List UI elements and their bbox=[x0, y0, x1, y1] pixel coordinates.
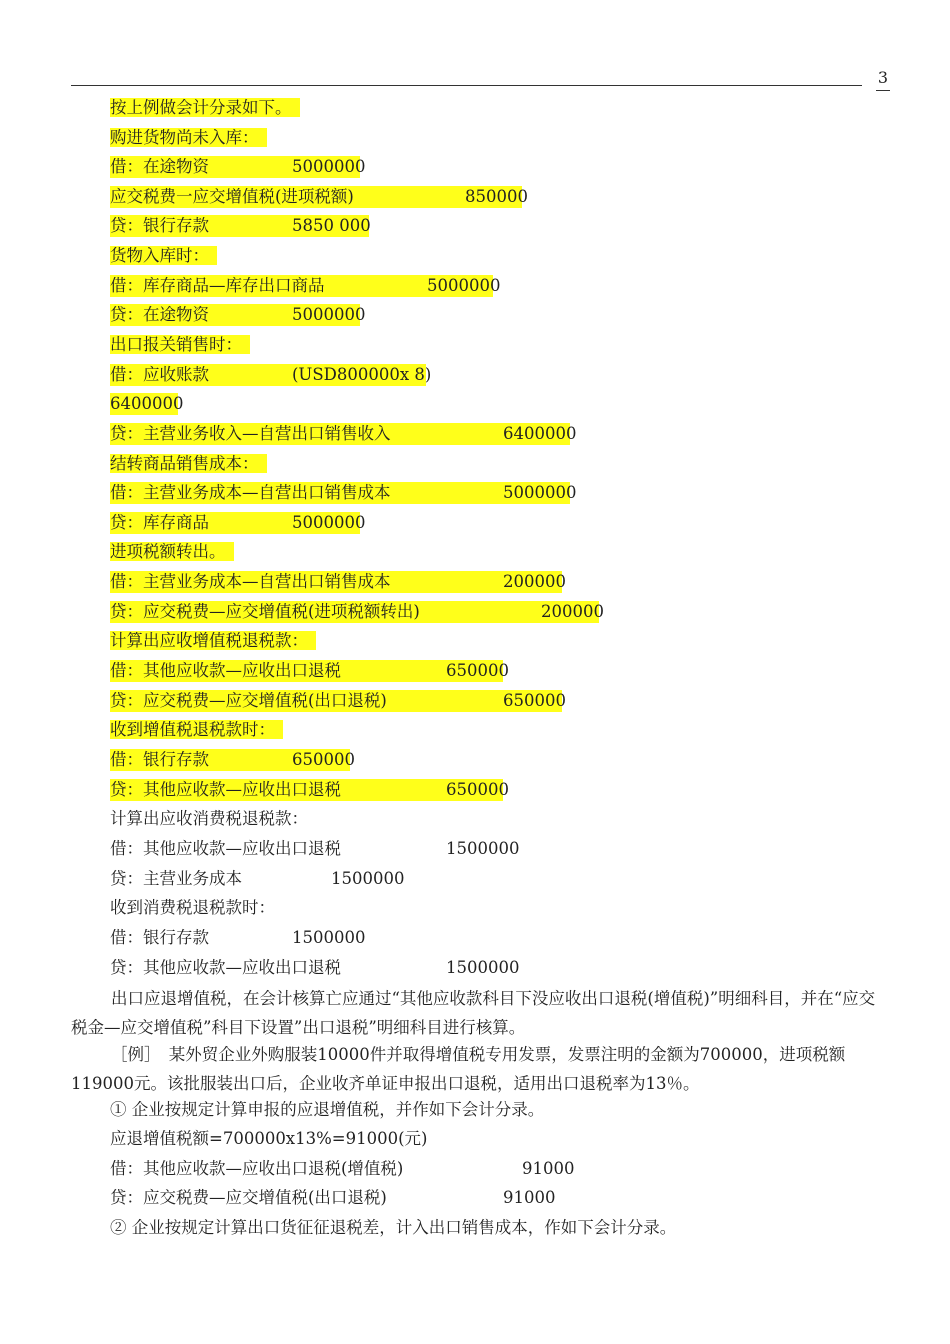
entry-line bbox=[110, 186, 528, 208]
entry-text: 贷：主营业务收入—自营出口销售收入 bbox=[110, 424, 391, 443]
entry-line bbox=[110, 215, 369, 237]
entry-text: 借：其他应收款—应收出口退税 bbox=[110, 839, 341, 858]
entry-line bbox=[110, 808, 308, 830]
tail-text: 应退增值税额=700000x13%=91000(元) bbox=[110, 1129, 428, 1148]
entry-amount: (USD800000x 8) bbox=[292, 365, 432, 384]
entry-amount: 1500000 bbox=[331, 869, 405, 888]
entry-text: 借：银行存款 bbox=[110, 750, 209, 769]
entry-line bbox=[110, 630, 316, 652]
tail-amount: 91000 bbox=[503, 1188, 556, 1207]
entry-text: 应交税费一应交增值税(进项税额) bbox=[110, 187, 354, 206]
entry-text: 货物入库时： bbox=[110, 246, 217, 265]
entry-text: 计算出应收增值税退税款： bbox=[110, 631, 316, 650]
tail-text: 借：其他应收款—应收出口退税(增值税) bbox=[110, 1159, 404, 1178]
entry-line bbox=[110, 779, 509, 801]
entry-line bbox=[110, 541, 234, 563]
entry-line bbox=[110, 571, 566, 593]
entry-line bbox=[110, 275, 501, 297]
paragraph-export-refund: 出口应退增值税，在会计核算亡应通过“其他应收款科目下没应收出口退税(增值税)”明细科目，并在“应交税金—应交增值税”科目下设置”出口退税”明细科目进行核算。 bbox=[71, 989, 876, 1037]
entry-text: 借：其他应收款—应收出口退税 bbox=[110, 661, 341, 680]
entry-line bbox=[110, 423, 577, 445]
entry-amount: 650000 bbox=[292, 750, 355, 769]
entry-text: 借：库存商品—库存出口商品 bbox=[110, 276, 325, 295]
tail-line bbox=[110, 1158, 575, 1180]
tail-line bbox=[110, 1187, 556, 1209]
entry-line bbox=[110, 927, 366, 949]
entry-text: 计算出应收消费税退税款： bbox=[110, 809, 308, 828]
entry-amount: 5000000 bbox=[292, 157, 366, 176]
entry-line bbox=[110, 364, 432, 386]
entry-text: 购进货物尚未入库： bbox=[110, 128, 267, 147]
entry-amount: 200000 bbox=[541, 602, 604, 621]
entry-text: 贷：应交税费—应交增值税(出口退税) bbox=[110, 691, 387, 710]
entry-text: 贷：银行存款 bbox=[110, 216, 209, 235]
entry-text: 贷：主营业务成本 bbox=[110, 869, 242, 888]
entry-text: 借：主营业务成本—自营出口销售成本 bbox=[110, 572, 391, 591]
entry-line bbox=[110, 897, 275, 919]
entry-text: 贷：其他应收款—应收出口退税 bbox=[110, 780, 341, 799]
entry-text: 按上例做会计分录如下。 bbox=[110, 98, 300, 117]
entry-amount: 6400000 bbox=[503, 424, 577, 443]
entry-text: 收到消费税退税款时： bbox=[110, 898, 275, 917]
entry-line bbox=[110, 957, 520, 979]
entry-line bbox=[110, 304, 366, 326]
entry-line bbox=[110, 868, 405, 890]
entry-amount: 5000000 bbox=[503, 483, 577, 502]
header-rule bbox=[71, 85, 862, 86]
tail-line bbox=[110, 1099, 544, 1121]
entry-amount: 650000 bbox=[446, 661, 509, 680]
entry-amount: 1500000 bbox=[446, 839, 520, 858]
entry-line bbox=[110, 334, 250, 356]
entry-line bbox=[110, 453, 267, 475]
entry-text: 贷：库存商品 bbox=[110, 513, 209, 532]
entry-text: 借：在途物资 bbox=[110, 157, 209, 176]
tail-line bbox=[110, 1128, 427, 1150]
entry-text: 6400000 bbox=[110, 394, 184, 413]
entry-amount: 5850 000 bbox=[292, 216, 371, 235]
entry-line bbox=[110, 97, 300, 119]
entry-amount: 850000 bbox=[465, 187, 528, 206]
entry-text: 结转商品销售成本： bbox=[110, 454, 267, 473]
page-number: 3 bbox=[876, 68, 890, 91]
entry-text: 借：主营业务成本—自营出口销售成本 bbox=[110, 483, 391, 502]
entry-amount: 5000000 bbox=[427, 276, 501, 295]
entry-amount: 1500000 bbox=[446, 958, 520, 977]
entry-line bbox=[110, 393, 184, 415]
entry-text: 收到增值税退税款时： bbox=[110, 720, 283, 739]
entry-amount: 5000000 bbox=[292, 305, 366, 324]
entry-text: 借：应收账款 bbox=[110, 365, 209, 384]
tail-amount: 91000 bbox=[522, 1159, 575, 1178]
entry-line bbox=[110, 719, 283, 741]
entry-line bbox=[110, 660, 509, 682]
tail-line bbox=[110, 1217, 676, 1239]
entry-text: 借：银行存款 bbox=[110, 928, 209, 947]
entry-amount: 200000 bbox=[503, 572, 566, 591]
entry-text: 进项税额转出。 bbox=[110, 542, 234, 561]
entry-line bbox=[110, 156, 366, 178]
paragraph-example: ［例］ 某外贸企业外购服装10000件并取得增值税专用发票，发票注明的金额为700000，进项税额119000元。该批服装出口后，企业收齐单证申报出口退税，适用出口退税率为13％。 bbox=[71, 1045, 846, 1093]
entry-line bbox=[110, 838, 520, 860]
entry-line bbox=[110, 749, 355, 771]
tail-text: 贷：应交税费—应交增值税(出口退税) bbox=[110, 1188, 387, 1207]
entry-line bbox=[110, 690, 566, 712]
entry-line bbox=[110, 127, 267, 149]
tail-text: ② 企业按规定计算出口货征征退税差，计入出口销售成本，作如下会计分录。 bbox=[110, 1218, 677, 1237]
entry-line bbox=[110, 482, 577, 504]
entry-line bbox=[110, 601, 604, 623]
entry-amount: 650000 bbox=[446, 780, 509, 799]
entry-text: 贷：应交税费—应交增值税(进项税额转出) bbox=[110, 602, 420, 621]
entry-text: 出口报关销售时： bbox=[110, 335, 250, 354]
entry-amount: 5000000 bbox=[292, 513, 366, 532]
entry-amount: 1500000 bbox=[292, 928, 366, 947]
tail-text: ① 企业按规定计算申报的应退增值税，并作如下会计分录。 bbox=[110, 1100, 545, 1119]
entry-text: 贷：其他应收款—应收出口退税 bbox=[110, 958, 341, 977]
entry-line bbox=[110, 512, 366, 534]
entry-text: 贷：在途物资 bbox=[110, 305, 209, 324]
entry-line bbox=[110, 245, 217, 267]
entry-amount: 650000 bbox=[503, 691, 566, 710]
